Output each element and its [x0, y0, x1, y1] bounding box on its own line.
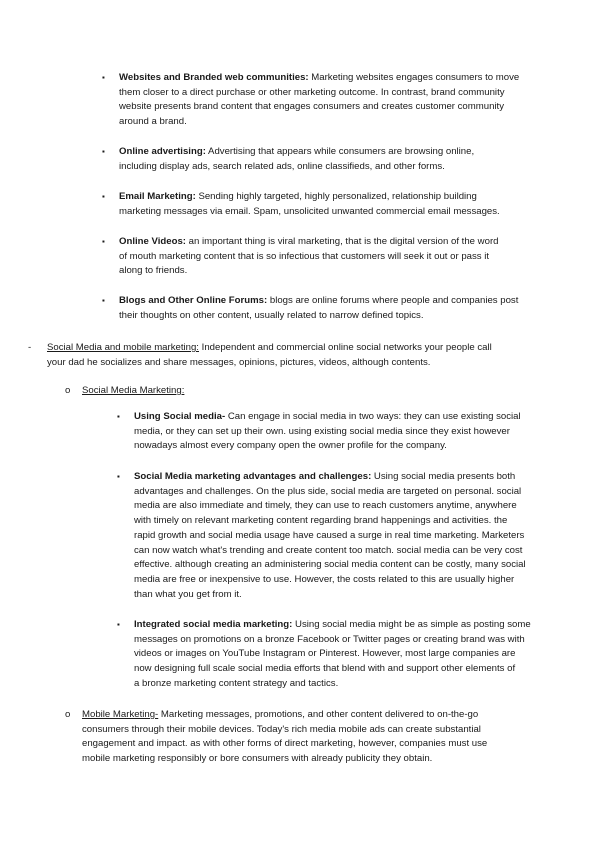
bullet-text: Can engage in social media in two ways: they can use existing social — [225, 411, 521, 422]
bullet-text: Advertising that appears while consumers are browsing online, — [205, 146, 475, 157]
o-marker: o — [65, 385, 71, 396]
bullet-paragraph — [134, 410, 521, 454]
bullet-glyph: ▪ — [102, 73, 105, 82]
social-media-marketing-title: Social Media Marketing: — [82, 385, 185, 396]
bullet-text: messages on promotions on a bronze Facebook or Twitter pages or creating brand was with — [134, 633, 525, 645]
bullet-text: them closer to a direct purchase or other marketing outcome. In contrast, brand community — [119, 86, 505, 98]
bullet-title: Using Social media- — [134, 411, 226, 422]
bullet-title: Online Videos: — [119, 236, 186, 247]
bullet-glyph: ▪ — [117, 412, 120, 421]
bullet-paragraph — [134, 470, 526, 602]
bullet-text: of mouth marketing content that is so infectious that customers will seek it out or pass it — [119, 250, 490, 262]
bullet-text: including display ads, search related ads, online classifieds, and other forms. — [119, 160, 445, 172]
bullet-title: Online advertising: — [119, 146, 206, 157]
mobile-marketing-paragraph — [82, 708, 487, 767]
bullet-text: media are also immediate and timely, they can use to reach customers anytime, anywhere — [134, 500, 517, 512]
bullet-text: website presents brand content that engages consumers and creates customer community — [119, 101, 505, 113]
bullet-title: Email Marketing: — [119, 191, 196, 202]
bullet-text: nowadays almost every company open the owner profile for the company. — [134, 440, 447, 452]
social-mobile-title: Social Media and mobile marketing: — [47, 342, 199, 353]
social-mobile-line: your dad he socializes and share messages, opinions, pictures, videos, although contents. — [47, 356, 431, 368]
bullet-text: Sending highly targeted, highly personalized, relationship building — [195, 191, 477, 202]
bullet-text: marketing messages via email. Spam, unsolicited unwanted commercial email messages. — [119, 205, 500, 217]
bullet-paragraph — [119, 235, 498, 279]
bullet-text: Using social media presents both — [371, 471, 516, 482]
bullet-text: now designing full scale social media efforts that blend with and support other elements of — [134, 663, 516, 675]
o-marker: o — [65, 709, 71, 720]
bullet-text: effective. although creating an administering social media content can be costly, many social — [134, 559, 526, 571]
bullet-text: blogs are online forums where people and companies post — [267, 295, 519, 306]
bullet-text: an important thing is viral marketing, that is the digital version of the word — [186, 236, 499, 247]
bullet-paragraph — [119, 145, 474, 174]
social-mobile-paragraph — [47, 341, 492, 370]
bullet-text: a bronze marketing content strategy and tactics. — [134, 677, 339, 689]
bullet-title: Websites and Branded web communities: — [119, 72, 309, 83]
bullet-text: Using social media might be as simple as posting some — [292, 619, 531, 630]
bullet-title: Social Media marketing advantages and challenges: — [134, 471, 372, 482]
mobile-marketing-line: consumers through their mobile devices. Today's rich media mobile ads can create substantial — [82, 723, 481, 735]
bullet-text: advantages and challenges. On the plus side, social media are targeted on personal. social — [134, 485, 522, 497]
bullet-text: media, or they can set up their own. using existing social media since they exist however — [134, 425, 510, 437]
bullet-paragraph — [119, 190, 500, 219]
bullet-text: their thoughts on other content, usually related to narrow defined topics. — [119, 309, 424, 321]
bullet-text: around a brand. — [119, 116, 187, 128]
mobile-marketing-title: Mobile Marketing- — [82, 709, 159, 720]
bullet-text: along to friends. — [119, 265, 188, 277]
social-media-marketing-heading — [82, 384, 184, 399]
bullet-glyph: ▪ — [102, 296, 105, 305]
bullet-text: videos or images on YouTube Instagram or Pinterest. However, most large companies are — [134, 648, 516, 660]
bullet-paragraph — [119, 294, 518, 323]
bullet-glyph: ▪ — [117, 472, 120, 481]
bullet-text: than what you get from it. — [134, 588, 242, 600]
bullet-text: Marketing websites engages consumers to move — [308, 72, 520, 83]
social-mobile-line: Independent and commercial online social networks your people call — [198, 342, 492, 353]
bullet-text: rapid growth and social media usage have caused a surge in real time marketing. Marketers — [134, 529, 525, 541]
dash-marker: - — [28, 342, 32, 353]
bullet-text: with timely on relevant marketing content regarding brand happenings and activities. the — [134, 515, 508, 527]
mobile-marketing-line: Marketing messages, promotions, and other content delivered to on-the-go — [158, 709, 479, 720]
bullet-glyph: ▪ — [102, 237, 105, 246]
bullet-glyph: ▪ — [102, 192, 105, 201]
bullet-title: Blogs and Other Online Forums: — [119, 295, 268, 306]
bullet-text: can now watch what's trending and create content too match. social media can be very cost — [134, 544, 523, 556]
bullet-text: media are free or inexpensive to use. However, the costs related to this are usually higher — [134, 573, 515, 585]
bullet-glyph: ▪ — [117, 620, 120, 629]
bullet-paragraph — [119, 71, 519, 130]
mobile-marketing-line: engagement and impact. as with other forms of direct marketing, however, companies must use — [82, 738, 488, 750]
bullet-glyph: ▪ — [102, 147, 105, 156]
bullet-title: Integrated social media marketing: — [134, 619, 293, 630]
mobile-marketing-line: mobile marketing responsibly or bore consumers with already publicity they obtain. — [82, 753, 433, 765]
bullet-paragraph — [134, 618, 531, 692]
